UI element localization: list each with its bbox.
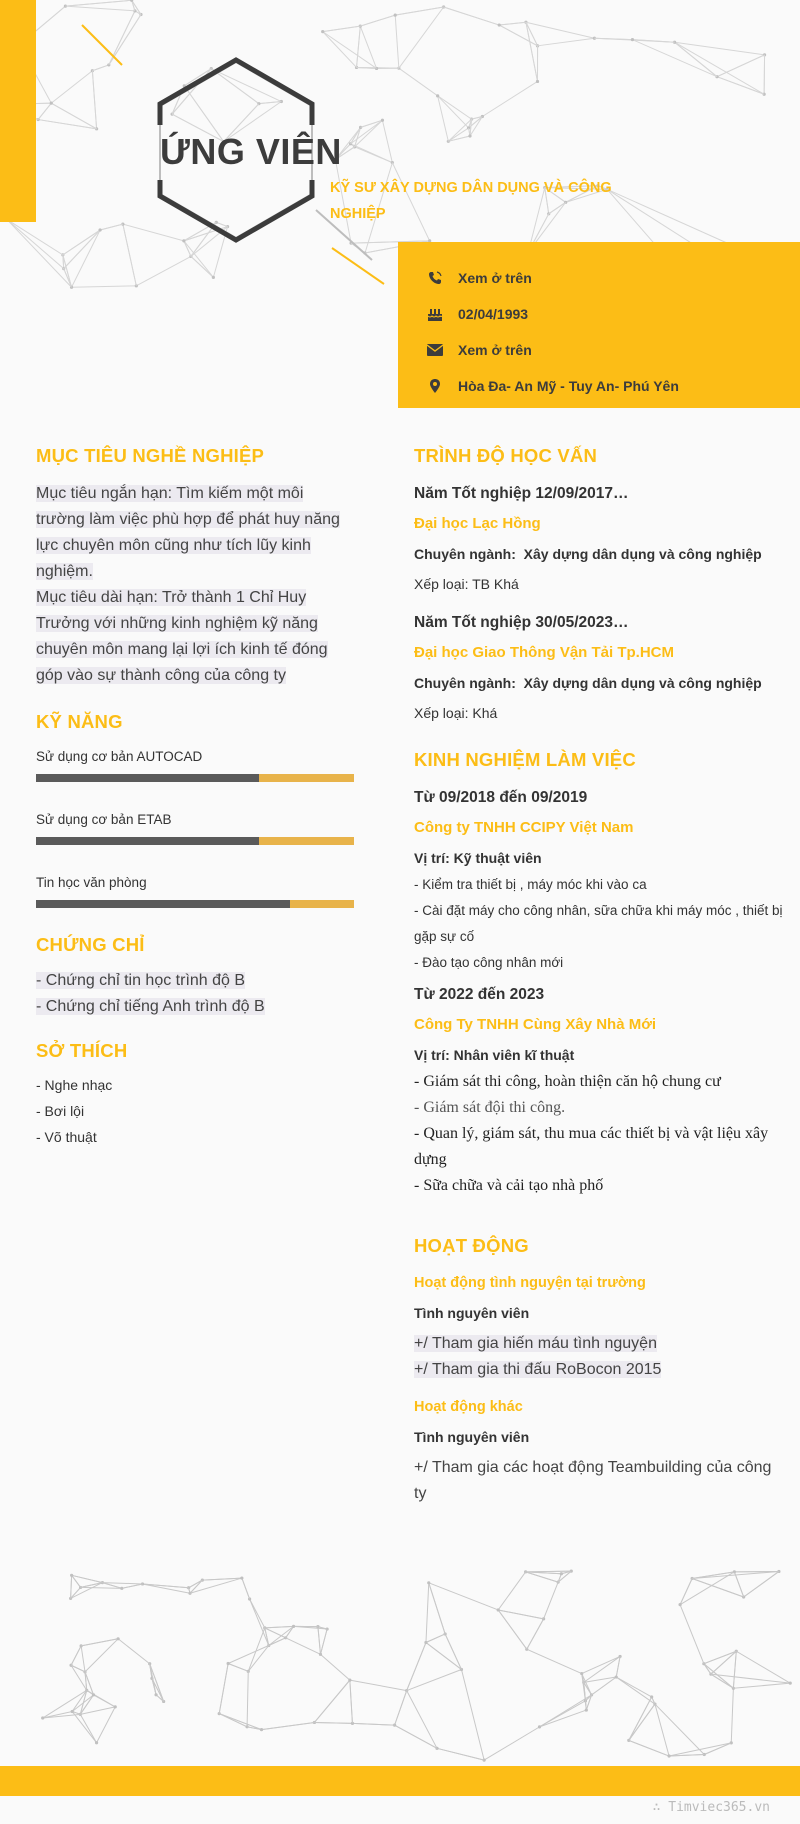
education-entry <box>414 485 784 592</box>
experience-company: Công ty TNHH CCIPY Việt Nam <box>414 819 634 836</box>
task-item: - Sữa chữa và cải tạo nhà phố <box>414 1177 604 1194</box>
bottom-accent-bar <box>0 1766 800 1796</box>
objective-title: MỤC TIÊU NGHỀ NGHIỆP <box>36 445 265 466</box>
task-item: - Quan lý, giám sát, thu mua các thiết bị và vật liệu xây dựng <box>414 1125 769 1168</box>
job-title: KỸ SƯ XÂY DỰNG DÂN DỤNG VÀ CÔNG NGHIỆP <box>330 180 612 222</box>
activities-title: HOẠT ĐỘNG <box>414 1235 529 1256</box>
contact-address-text: Hòa Đa- An Mỹ - Tuy An- Phú Yên <box>458 378 679 394</box>
contact-birthday-text: 02/04/1993 <box>458 306 529 322</box>
education-grade: Xếp loại: Khá <box>414 705 498 721</box>
education-date: Năm Tốt nghiệp 12/09/2017… <box>414 485 629 502</box>
activity-entry <box>414 1399 784 1507</box>
activity-item: +/ Tham gia hiến máu tình nguyện <box>414 1335 657 1352</box>
experience-tasks <box>414 1069 784 1199</box>
experience-title: KINH NGHIỆM LÀM VIỆC <box>414 749 636 770</box>
contact-birthday <box>424 296 800 332</box>
task-item: - Kiểm tra thiết bị , máy móc khi vào ca <box>414 877 647 892</box>
education-school: Đại học Giao Thông Vận Tải Tp.HCM <box>414 644 675 661</box>
contact-address <box>424 368 800 404</box>
hobby-item: - Võ thuật <box>36 1129 97 1145</box>
experience-date: Từ 2022 đến 2023 <box>414 986 545 1003</box>
activity-item: +/ Tham gia các hoạt động Teambuilding của công ty <box>414 1459 772 1502</box>
education-date: Năm Tốt nghiệp 30/05/2023… <box>414 614 629 631</box>
skill-label: Sử dụng cơ bản AUTOCAD <box>36 749 203 764</box>
skill-level-bar <box>36 900 354 908</box>
activity-item: +/ Tham gia thi đấu RoBocon 2015 <box>414 1361 662 1378</box>
activity-entry <box>414 1275 784 1383</box>
skill-level-fill <box>36 900 290 908</box>
skill-level-bar <box>36 774 354 782</box>
experience-date: Từ 09/2018 đến 09/2019 <box>414 789 588 806</box>
education-grade: Xếp loại: TB Khá <box>414 576 519 592</box>
contact-phone <box>424 260 800 296</box>
hobbies-list <box>36 1072 356 1150</box>
envelope-icon <box>424 344 446 356</box>
right-column <box>414 445 784 1507</box>
activity-items <box>414 1331 784 1383</box>
phone-icon <box>424 271 446 285</box>
hobby-item: - Nghe nhạc <box>36 1077 113 1093</box>
contact-email <box>424 332 800 368</box>
experience-tasks <box>414 872 784 976</box>
skill-level-fill <box>36 774 259 782</box>
skill-label: Tin học văn phòng <box>36 875 147 890</box>
experience-position: Vị trí: Kỹ thuật viên <box>414 850 542 866</box>
activity-items <box>414 1455 784 1507</box>
skill-level-bar <box>36 837 354 845</box>
task-item: - Giám sát đội thi công. <box>414 1099 566 1116</box>
experience-company: Công Ty TNHH Cùng Xây Nhà Mới <box>414 1016 657 1033</box>
education-title: TRÌNH ĐỘ HỌC VẤN <box>414 445 598 466</box>
education-major: Chuyên ngành: Xây dựng dân dụng và công nghiệp <box>414 675 762 691</box>
watermark: ∴ Timviec365.vn <box>652 1800 770 1815</box>
task-item: - Giám sát thi công, hoàn thiện căn hộ chung cư <box>414 1073 721 1090</box>
skills-title: KỸ NĂNG <box>36 711 123 732</box>
contact-email-text: Xem ở trên <box>458 342 532 358</box>
contact-phone-text: Xem ở trên <box>458 270 532 286</box>
hobby-item: - Bơi lội <box>36 1103 85 1119</box>
skills-list <box>36 749 356 908</box>
certificate-item: - Chứng chỉ tiếng Anh trình độ B <box>36 998 265 1015</box>
certificates-list <box>36 968 356 1020</box>
certificates-title: CHỨNG CHỈ <box>36 934 145 955</box>
task-item: - Cài đặt máy cho công nhân, sữa chữa khi máy móc , thiết bị gặp sự cố <box>414 903 783 944</box>
left-accent-bar <box>0 0 36 222</box>
hobbies-title: SỞ THÍCH <box>36 1040 128 1061</box>
education-school: Đại học Lạc Hồng <box>414 515 541 532</box>
left-column <box>36 445 356 1150</box>
candidate-name: ỨNG VIÊN <box>160 131 342 172</box>
education-entry <box>414 614 784 721</box>
activity-title: Hoạt động tình nguyện tại trường <box>414 1275 646 1291</box>
experience-entry <box>414 789 784 976</box>
objective-text-content: Mục tiêu ngắn hạn: Tìm kiếm một môi trường làm việc phù hợp để phát huy năng lực chuyên môn cũng như tích lũy kinh nghiệm. Mục tiêu dài hạn: Trở thành 1 Chỉ Huy Trưởng với những kinh nghiệm kỹ năng chuyên môn mang lại lợi ích kinh tế đóng góp vào sự thành công của công ty <box>36 485 340 684</box>
map-marker-icon <box>424 379 446 393</box>
birthday-cake-icon <box>424 307 446 321</box>
contact-panel <box>398 242 800 408</box>
objective-text <box>36 481 356 689</box>
task-item: - Đào tạo công nhân mới <box>414 955 564 970</box>
activity-role: Tình nguyên viên <box>414 1305 530 1321</box>
activity-role: Tình nguyên viên <box>414 1429 530 1445</box>
education-major: Chuyên ngành: Xây dựng dân dụng và công nghiệp <box>414 546 762 562</box>
certificate-item: - Chứng chỉ tin học trình độ B <box>36 972 246 989</box>
experience-entry <box>414 986 784 1199</box>
activity-title: Hoạt động khác <box>414 1399 523 1415</box>
skill-level-fill <box>36 837 259 845</box>
skill-label: Sử dụng cơ bản ETAB <box>36 812 172 827</box>
experience-position: Vị trí: Nhân viên kĩ thuật <box>414 1047 575 1063</box>
